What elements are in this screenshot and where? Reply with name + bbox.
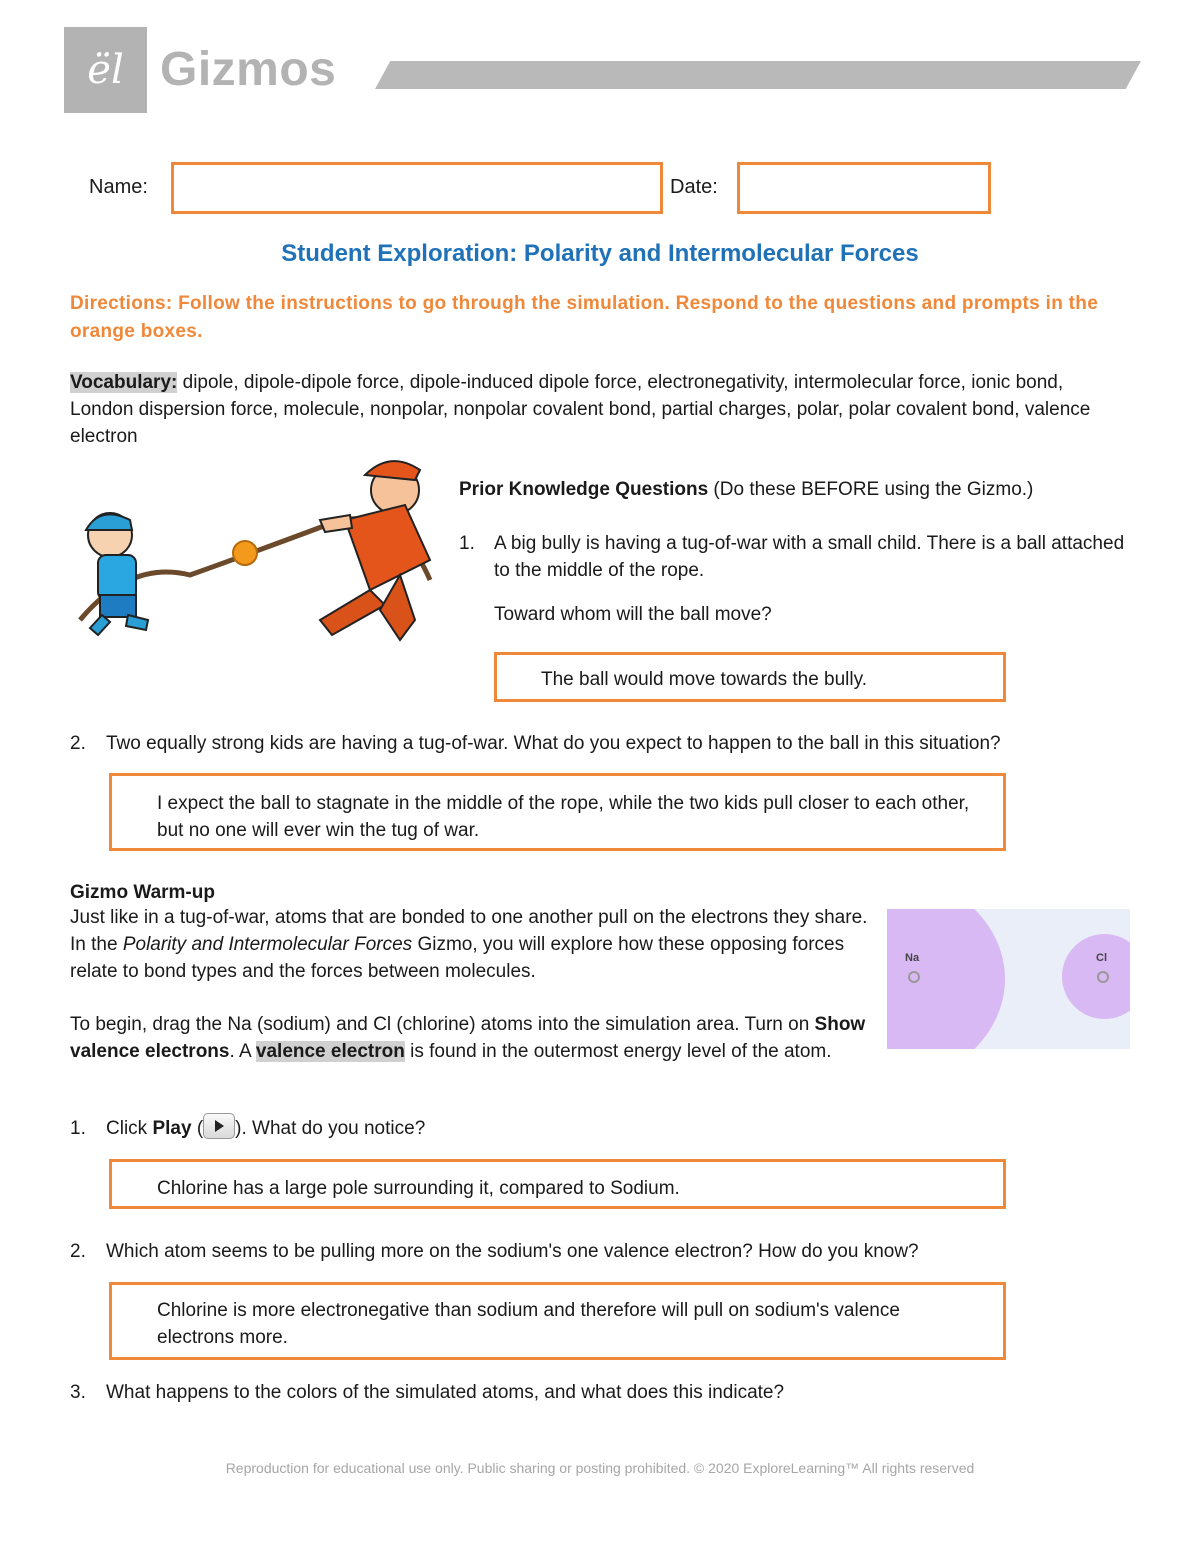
na-label: Na [905,952,920,964]
date-label: Date: [670,176,718,198]
prior-heading-bold: Prior Knowledge Questions [459,479,709,500]
prior-q1-subquestion: Toward whom will the ball move? [494,604,772,625]
warmup-p1-a: Just like in a tug-of-war, atoms that are bonded to one another pull on the electrons they share. In the [70,907,868,955]
warmup-q2-answer: Chlorine is more electronegative than sodium and therefore will pull on sodium's valence electrons more. [157,1300,900,1348]
prior-q2-text: Two equally strong kids are having a tug-of-war. What do you expect to happen to the ball in this situation? [106,733,1001,754]
ball [233,541,257,565]
tug-of-war-illustration [70,450,440,650]
date-field[interactable] [737,162,991,214]
warmup-q1-answer-box[interactable] [109,1159,1006,1209]
warmup-heading: Gizmo Warm-up [70,882,215,903]
warmup-q1-b: ( [191,1118,204,1139]
prior-q1-number: 1. [459,533,475,554]
bully-figure [320,461,430,640]
warmup-q3-text: What happens to the colors of the simulated atoms, and what does this indicate? [106,1382,785,1403]
warmup-paragraph-1 [70,904,870,985]
name-field[interactable] [171,162,663,214]
warmup-q1-number: 1. [70,1118,86,1139]
vocabulary [70,369,1130,450]
warmup-p1-b: Gizmo, you will explore how these opposing forces relate to bond types and the forces between molecules. [70,934,845,982]
explorelearning-logo: ël [87,47,124,93]
warmup-q2-number: 2. [70,1241,86,1262]
play-label: Play [152,1118,192,1139]
header-bar [375,61,1141,89]
vocabulary-label: Vocabulary: [70,372,178,393]
prior-knowledge-heading [459,476,1159,503]
valence-electron-term: valence electron [255,1041,405,1062]
name-label: Name: [89,176,148,198]
brand-name: Gizmos [160,43,337,96]
show-valence-electrons: Show valence electrons [70,1014,866,1062]
cl-label: Cl [1096,952,1107,964]
footer-copyright: Reproduction for educational use only. Public sharing or posting prohibited. © 2020 ExploreLearning™ All rights reserved [225,1460,975,1476]
prior-q1-answer: The ball would move towards the bully. [541,669,867,690]
warmup-p2-c: is found in the outermost energy level of the atom. [404,1041,832,1062]
warmup-q3-number: 3. [70,1382,86,1403]
simulation-snapshot [887,909,1130,1049]
na-electron [908,971,920,983]
gizmo-name: Polarity and Intermolecular Forces [122,934,413,955]
na-atom [887,909,1005,1049]
cl-electron [1097,971,1109,983]
warmup-paragraph-2 [70,1011,870,1065]
prior-q2-number: 2. [70,733,86,754]
cl-atom [1062,934,1130,1019]
warmup-q1-answer: Chlorine has a large pole surrounding it, compared to Sodium. [157,1178,680,1199]
prior-heading-note: (Do these BEFORE using the Gizmo.) [708,479,1034,500]
prior-q1-answer-box[interactable] [494,652,1006,702]
vocabulary-list: dipole, dipole-dipole force, dipole-induced dipole force, electronegativity, intermolecular force, ionic bond, London dispersion force, molecule, nonpolar, nonpolar covalent bond, partial charges, polar, polar covalent bond, valence electron [70,372,1091,447]
warmup-q1-a: Click [106,1118,153,1139]
warmup-q2-text: Which atom seems to be pulling more on the sodium's one valence electron? How do you know? [106,1241,919,1262]
warmup-q2-answer-box[interactable] [109,1282,1006,1360]
warmup-q1-text [106,1115,1006,1142]
prior-q2-answer-box[interactable] [109,773,1006,851]
page-title: Student Exploration: Polarity and Intermolecular Forces [281,240,919,267]
prior-q1-text: A big bully is having a tug-of-war with a small child. There is a ball attached to the middle of the rope. [494,533,1125,581]
prior-q2-answer: I expect the ball to stagnate in the middle of the rope, while the two kids pull closer to each other, but no one will ever win the tug of war. [157,793,970,841]
play-icon [203,1113,235,1139]
directions: Directions: Follow the instructions to go through the simulation. Respond to the questions and prompts in the orange boxes. [70,293,1099,342]
warmup-p2-b: . A [229,1041,256,1062]
warmup-q1-c: ). What do you notice? [235,1118,426,1139]
warmup-p2-a: To begin, drag the Na (sodium) and Cl (chlorine) atoms into the simulation area. Turn on [70,1014,815,1035]
